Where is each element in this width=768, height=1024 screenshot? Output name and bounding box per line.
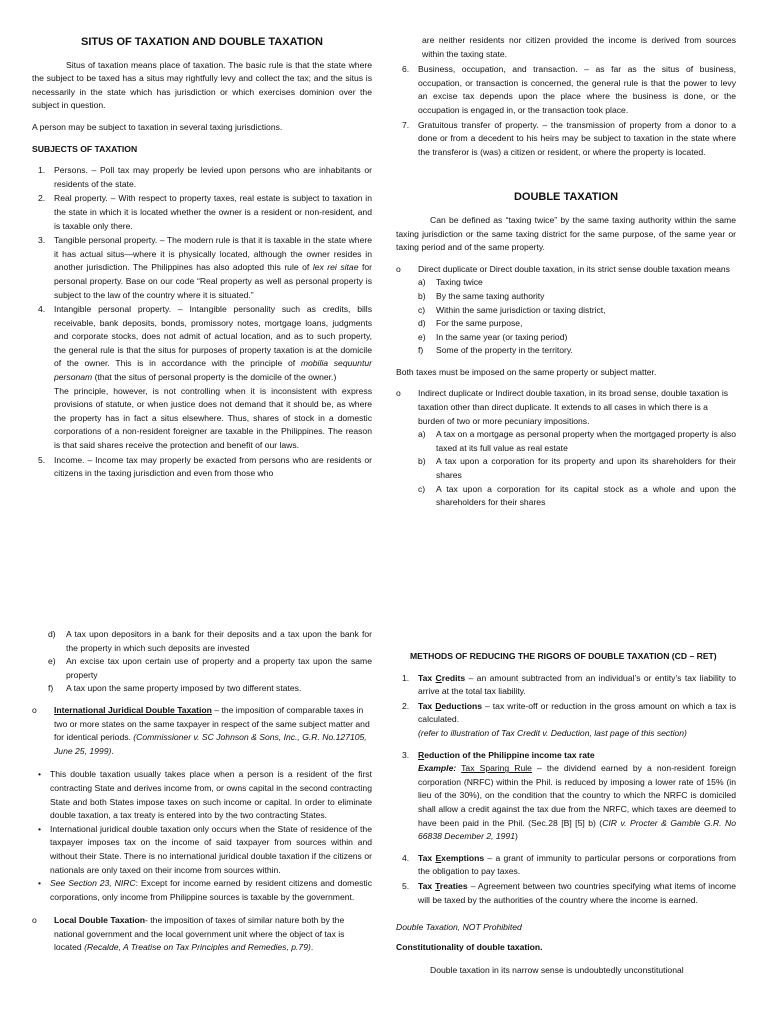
methods-list	[396, 672, 736, 908]
list-item: d) A tax upon depositors in a bank for their deposits and a tax upon the bank for the property in which such deposits are invested	[48, 629, 372, 653]
page-2-left-column	[32, 628, 372, 963]
double-taxation-definition: Can be defined as “taxing twice” by the same taxing authority within the same taxing jurisdiction or the same taxing district for the same purpose, of the same year or taxing period and of the same property.	[396, 214, 736, 253]
page-title: SITUS OF TAXATION AND DOUBLE TAXATION	[81, 36, 323, 48]
list-item: e) In the same year (or taxing period)	[418, 331, 568, 342]
direct-list	[418, 276, 736, 358]
subjects-heading: SUBJECTS OF TAXATION	[32, 143, 138, 154]
subjects-list	[32, 164, 372, 481]
list-item: 5. Income. – Income tax may properly be exacted from persons who are residents or citizens in the taxing jurisdiction and even from those who	[38, 454, 372, 479]
continued-text: are neither residents nor citizen provided the income is derived from sources within the taxing state.	[422, 35, 736, 59]
list-item: • See Section 23, NIRC: Except for income earned by resident citizens and domestic corporations, only income from Philippine sources is taxable by the government.	[38, 878, 372, 902]
double-taxation-heading: DOUBLE TAXATION	[513, 191, 619, 204]
indirect-list	[418, 428, 736, 510]
both-taxes-note: Both taxes must be imposed on the same property or subject matter.	[396, 366, 657, 377]
list-item: b) A tax upon a corporation for its property and upon its shareholders for their shares	[418, 456, 736, 481]
international-double-taxation-block: o International Juridical Double Taxation – the imposition of comparable taxes in two or more states on the same taxpayer in respect of the same subject matter and for identical periods. (Commissioner v. SC Johnson & Sons, Inc., G.R. No.127105, June 25, 1999).	[32, 704, 370, 756]
list-item: 6. Business, occupation, and transaction. – as far as the situs of business, occupation, or transaction is concerned, the general rule is that the power to levy an excise tax depends upon the place where the business is done, or the occupation is engaged in, or the transaction took place.	[402, 64, 736, 115]
indirect-duplicate-block: o Indirect duplicate or Indirect double taxation, in its broad sense, double taxation is taxation other than direct duplicate. It extends to all cases in which there is a burden of two or more pecuniary impositions. a) A tax on a mortgage as personal property when the mortgaged property is also taxed at its full value as real estate b) A tax upon a corporation for its property and upon its shareholders for their shares c) A tax upon a corporation for its capital stock as a whole and upon the shareholders for their shares	[396, 387, 736, 509]
constitutionality-text: Double taxation in its narrow sense is undoubtedly unconstitutional	[430, 965, 684, 976]
list-item: a) Taxing twice	[418, 277, 483, 288]
list-item: 3. Reduction of the Philippine income tax rate Example: Tax Sparing Rule – the dividend earned by a non-resident foreign corporation (NRFC) within the Phil. is reduced by imposing a lower rate of 15% (in lieu of the 30%), on the condition that the country to which the NRFC is domiciled shall allow a credit against the tax due from the NRFC, which taxes are deemed to have been paid in the Phil. (Sec.28 [B] [5] b) (CIR v. Procter & Gamble G.R. No 66838 December 2, 1991)	[402, 749, 736, 842]
circle-bullet-icon: o	[32, 915, 37, 926]
list-item: e) An excise tax upon certain use of property and a property tax upon the same property	[48, 656, 372, 680]
bullet-icon: •	[38, 878, 42, 889]
list-item: • International juridical double taxation only occurs when the State of residence of the taxpayer imposes tax on the income of said taxpayer from sources within and without their State. There is no international juridical double taxation if the citizens or nationals are only taxed on their income from sources within.	[38, 823, 372, 875]
not-prohibited-label: Double Taxation, NOT Prohibited	[396, 922, 522, 933]
circle-bullet-icon: o	[396, 263, 401, 274]
list-item: 2. Tax Deductions – tax write-off or reduction in the gross amount on which a tax is calculated. (refer to illustration of Tax Credit v. Deduction, last page of this section)	[402, 700, 736, 738]
international-bullets	[32, 768, 372, 904]
page-1-left-column	[32, 36, 372, 482]
list-item: f) A tax upon the same property imposed by two different states.	[48, 683, 302, 694]
circle-bullet-icon: o	[396, 388, 401, 399]
list-item: 2. Real property. – With respect to property taxes, real estate is subject to taxation in the state in which it is located whether the owner is a resident or non-resident, and is taxable only there.	[38, 193, 372, 231]
local-double-taxation-block: o Local Double Taxation- the imposition of taxes of similar nature both by the national government and the local government unit where the object of tax is located (Recalde, A Treatise on Tax Principles and Remedies, p.79).	[32, 915, 345, 953]
bullet-icon: •	[38, 823, 42, 834]
list-item: 5. Tax Treaties – Agreement between two countries specifying what items of income will be taxed by the authorities of the country where the income is earned.	[402, 880, 736, 905]
intro-paragraph-2: A person may be subject to taxation in several taxing jurisdictions.	[32, 121, 283, 132]
bullet-icon: •	[38, 769, 42, 780]
list-item: 4. Tax Exemptions – a grant of immunity to particular persons or corporations from the obligation to pay taxes.	[402, 852, 736, 877]
list-item: 4. Intangible personal property. – Intangible personality such as credits, bills receivable, bank deposits, bonds, promissory notes, mortgage loans, judgments and corporate stocks, does not admit of actual location, and as to such property, the general rule is that the situs for purposes of property taxation is at the domicile of the owner. This is in accordance with the principle of mobilia sequuntur personam (that the situs of personal property is the domicile of the owner.) The principle, however, is not controlling when it is inconsistent with express provisions of statute, or when justice does not demand that it should be, as where the property has in fact a situs elsewhere. Thus, shares of stock in a domestic corporations of a non-resident foreigner are taxable in the Philippines. The reason is that said shares receive the protection and benefit of our laws.	[38, 304, 372, 451]
indirect-list-continued	[32, 628, 372, 696]
page-2-right-column	[396, 650, 736, 986]
list-item: b) By the same taxing authority	[418, 290, 545, 301]
direct-duplicate-block: o Direct duplicate or Direct double taxation, in its strict sense double taxation means a) Taxing twice b) By the same taxing authority c) Within the same jurisdiction or taxing district, d) For the same purpose, e) In the same year (or taxing period) f) Some of the property in the territory.	[396, 263, 736, 358]
intro-paragraph: Situs of taxation means place of taxation. The basic rule is that the state where the subject to be taxed has a situs may rightfully levy and collect the tax; and the situs is necessarily in the state which has jurisdiction or which exercises dominion over the subject in question.	[32, 59, 372, 111]
list-item: 1. Tax Credits – an amount subtracted from an individual’s or entity’s tax liability to arrive at the total tax liability.	[402, 672, 736, 697]
page-1-right-column	[396, 34, 736, 512]
list-item: 7. Gratuitous transfer of property. – the transmission of property from a donor to a done or from a decedent to his heirs may be subject to taxation in the state where the transferor is (was) a citizen or resident, or where the property is located.	[402, 119, 736, 157]
circle-bullet-icon: o	[32, 704, 37, 715]
list-item: 3. Tangible personal property. – The modern rule is that it is taxable in the state where it has actual situs—where it is physically located, although the owner resides in another jurisdiction. The Philippines has also adopted this rule of lex rei sitae for personal property. Base on our code “Real property as well as personal property is subject to the law of the country where it is situated.”	[38, 235, 373, 300]
list-item: • This double taxation usually takes place when a person is a resident of the first contracting State and derives income from, or owns capital in the second contracting State and both States impose taxes on such income or capital. In order to eliminate double taxation, a tax treaty is entered into by the two contracting States.	[38, 769, 372, 821]
page-2	[0, 512, 768, 1024]
list-item: c) A tax upon a corporation for its capital stock as a whole and upon the shareholders for their shares	[418, 483, 736, 508]
list-item: f) Some of the property in the territory.	[418, 345, 573, 356]
list-item: c) Within the same jurisdiction or taxing district,	[418, 304, 606, 315]
subjects-list-continued	[396, 63, 736, 159]
list-item: 1. Persons. – Poll tax may properly be levied upon persons who are inhabitants or residents of the state.	[38, 165, 372, 189]
list-item: d) For the same purpose,	[418, 318, 523, 329]
constitutionality-heading: Constitutionality of double taxation.	[396, 941, 543, 952]
methods-heading: METHODS OF REDUCING THE RIGORS OF DOUBLE TAXATION (CD – RET)	[410, 651, 717, 661]
list-item: a) A tax on a mortgage as personal property when the mortgaged property is also taxed at its full value as real estate	[418, 429, 736, 453]
